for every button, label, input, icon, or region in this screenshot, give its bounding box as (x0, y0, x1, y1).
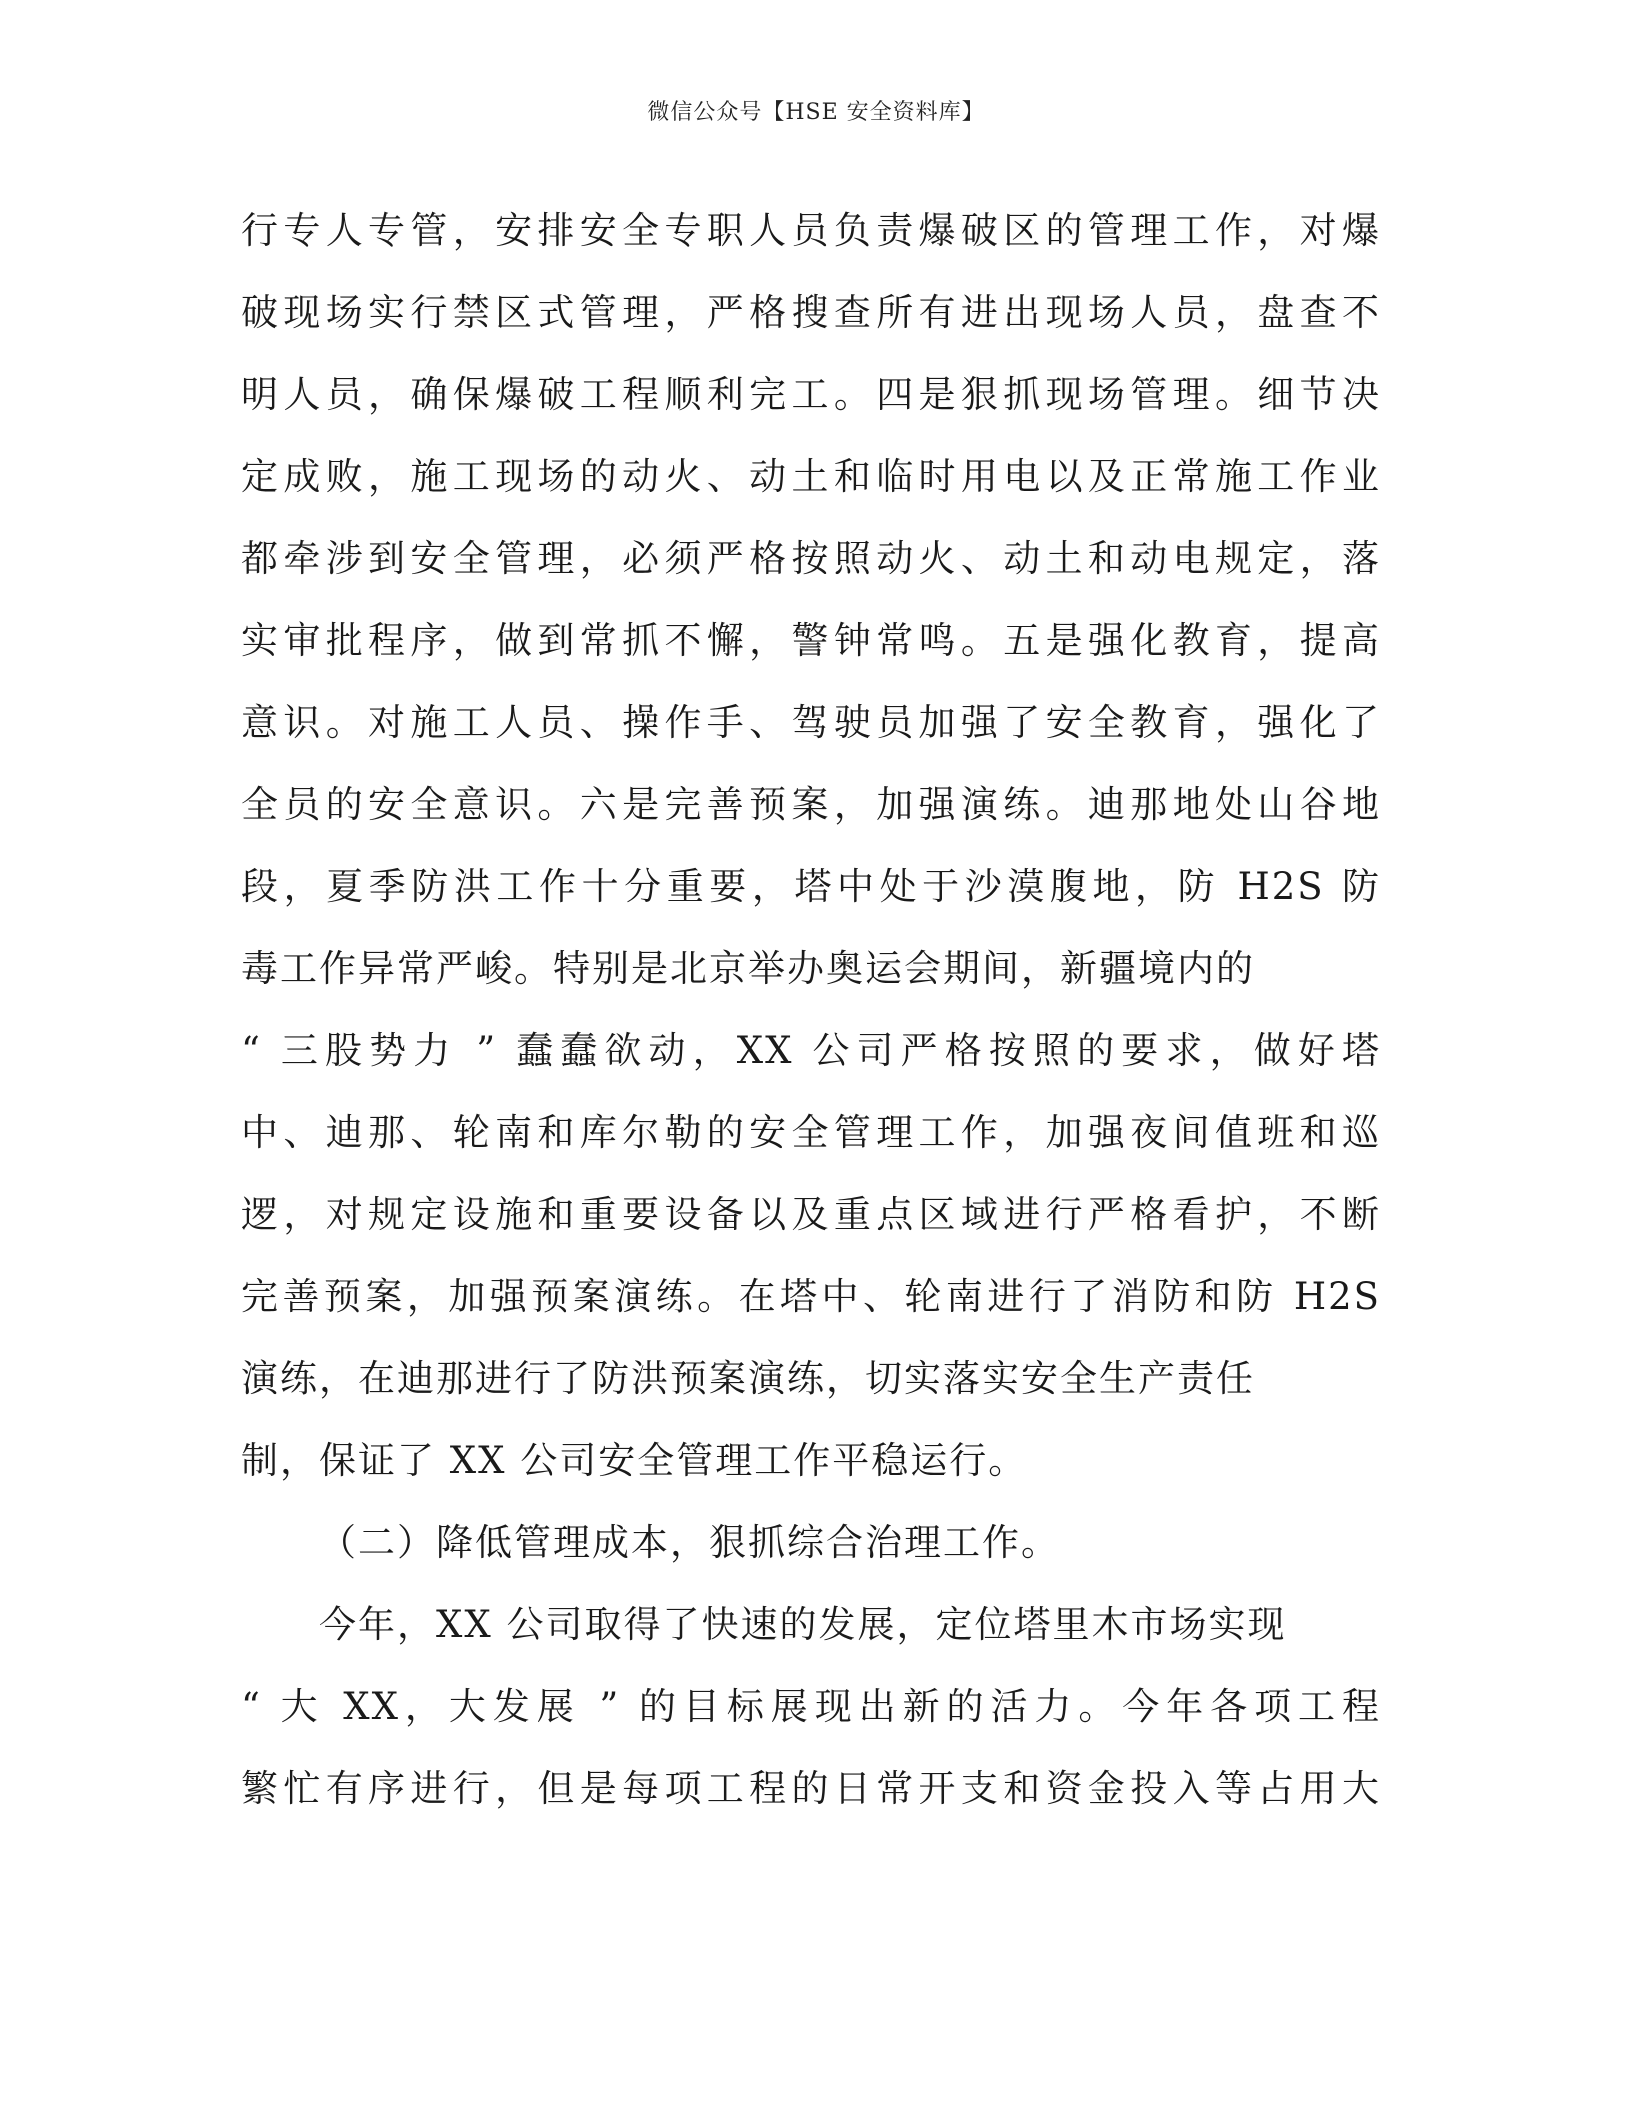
text-line: 意识。对施工人员、操作手、驾驶员加强了安全教育，强化了 (241, 701, 1381, 744)
text-line: 完善预案，加强预案演练。在塔中、轮南进行了消防和防 H2S (241, 1275, 1381, 1318)
text-line: “ 大 XX，大发展 ” 的目标展现出新的活力。今年各项工程 (241, 1685, 1381, 1728)
text-line: 毒工作异常严峻。特别是北京举办奥运会期间，新疆境内的 (241, 947, 1255, 990)
page-header: 微信公众号【HSE 安全资料库】 (647, 100, 985, 125)
text-line: 定成败，施工现场的动火、动土和临时用电以及正常施工作业 (241, 455, 1381, 498)
text-line: “ 三股势力 ” 蠢蠢欲动，XX 公司严格按照的要求，做好塔 (241, 1029, 1381, 1072)
text-line: 明人员，确保爆破工程顺利完工。四是狠抓现场管理。细节决 (241, 373, 1381, 416)
text-line: 繁忙有序进行，但是每项工程的日常开支和资金投入等占用大 (241, 1767, 1381, 1810)
paragraph (241, 1584, 1381, 1830)
body-text (241, 190, 1381, 1830)
section-heading (241, 1502, 1381, 1584)
text-line: （二）降低管理成本，狠抓综合治理工作。 (319, 1521, 1060, 1564)
text-line: 行专人专管，安排安全专职人员负责爆破区的管理工作，对爆 (241, 209, 1381, 252)
paragraph (241, 190, 1381, 1502)
text-line: 实审批程序，做到常抓不懈，警钟常鸣。五是强化教育，提高 (241, 619, 1381, 662)
text-line: 今年，XX 公司取得了快速的发展，定位塔里木市场实现 (319, 1603, 1287, 1646)
text-line: 全员的安全意识。六是完善预案，加强演练。迪那地处山谷地 (241, 783, 1381, 826)
text-line: 制，保证了 XX 公司安全管理工作平稳运行。 (241, 1439, 1028, 1482)
text-line: 都牵涉到安全管理，必须严格按照动火、动土和动电规定，落 (241, 537, 1381, 580)
text-line: 逻，对规定设施和重要设备以及重点区域进行严格看护，不断 (241, 1193, 1381, 1236)
text-line: 段，夏季防洪工作十分重要，塔中处于沙漠腹地，防 H2S 防 (241, 865, 1381, 908)
text-line: 破现场实行禁区式管理，严格搜查所有进出现场人员，盘查不 (241, 291, 1381, 334)
text-line: 中、迪那、轮南和库尔勒的安全管理工作，加强夜间值班和巡 (241, 1111, 1381, 1154)
text-line: 演练，在迪那进行了防洪预案演练，切实落实安全生产责任 (241, 1357, 1255, 1400)
